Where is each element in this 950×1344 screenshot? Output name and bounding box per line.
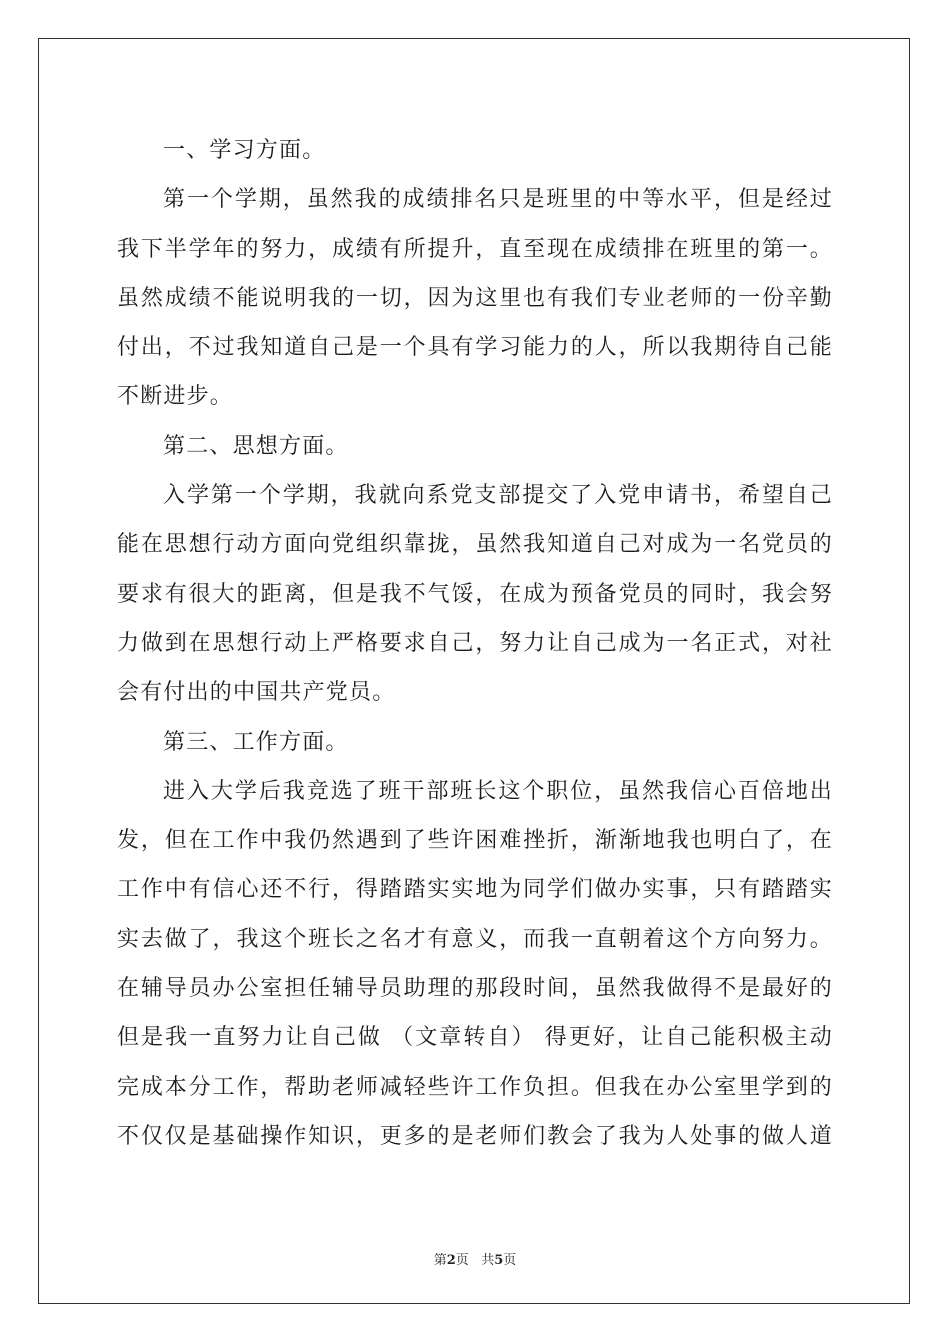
document-body	[117, 126, 833, 1161]
text-line: 会有付出的中国共产党员。	[117, 680, 396, 706]
text-line: 付出，不过我知道自己是一个具有学习能力的人，所以我期待自己能	[117, 335, 833, 361]
text-line: 能在思想行动方面向党组织靠拢，虽然我知道自己对成为一名党员的	[117, 532, 833, 558]
text-line: 入学第一个学期，我就向系党支部提交了入党申请书，希望自己	[163, 483, 833, 509]
text-line: 不断进步。	[117, 384, 234, 410]
page-footer	[0, 1249, 950, 1268]
text-line: 实去做了，我这个班长之名才有意义，而我一直朝着这个方向努力。	[117, 926, 833, 952]
text-line: 发，但在工作中我仍然遇到了些许困难挫折，渐渐地我也明白了，在	[117, 828, 833, 854]
footer-total-prefix: 共	[481, 1253, 495, 1268]
text-line: 在辅导员办公室担任辅导员助理的那段时间，虽然我做得不是最好的	[117, 976, 833, 1002]
text-line: 第二、思想方面。	[163, 433, 349, 459]
text-line: 力做到在思想行动上严格要求自己，努力让自己成为一名正式，对社	[117, 630, 833, 656]
text-line: 不仅仅是基础操作知识，更多的是老师们教会了我为人处事的做人道	[117, 1123, 833, 1149]
text-line: 工作中有信心还不行，得踏踏实实地为同学们做办实事，只有踏踏实	[117, 877, 833, 903]
text-line: 虽然成绩不能说明我的一切，因为这里也有我们专业老师的一份辛勤	[117, 285, 833, 311]
text-line: 进入大学后我竞选了班干部班长这个职位，虽然我信心百倍地出	[163, 778, 833, 804]
text-line: 完成本分工作，帮助老师减轻些许工作负担。但我在办公室里学到的	[117, 1074, 833, 1100]
text-line: 我下半学年的努力，成绩有所提升，直至现在成绩排在班里的第一。	[117, 236, 833, 262]
text-line: 第三、工作方面。	[163, 729, 349, 755]
footer-total-pages: 5	[494, 1253, 504, 1268]
text-line: 一、学习方面。	[163, 138, 326, 163]
footer-page-number: 2	[446, 1253, 456, 1268]
text-line: 但是我一直努力让自己做 （文章转自） 得更好，让自己能积极主动	[117, 1025, 833, 1051]
text-line: 第一个学期，虽然我的成绩排名只是班里的中等水平，但是经过	[163, 187, 833, 213]
footer-total-suffix: 页	[503, 1253, 517, 1268]
footer-page-prefix: 第	[433, 1253, 447, 1268]
text-line: 要求有很大的距离，但是我不气馁，在成为预备党员的同时，我会努	[117, 581, 833, 607]
footer-page-suffix: 页	[455, 1253, 469, 1268]
